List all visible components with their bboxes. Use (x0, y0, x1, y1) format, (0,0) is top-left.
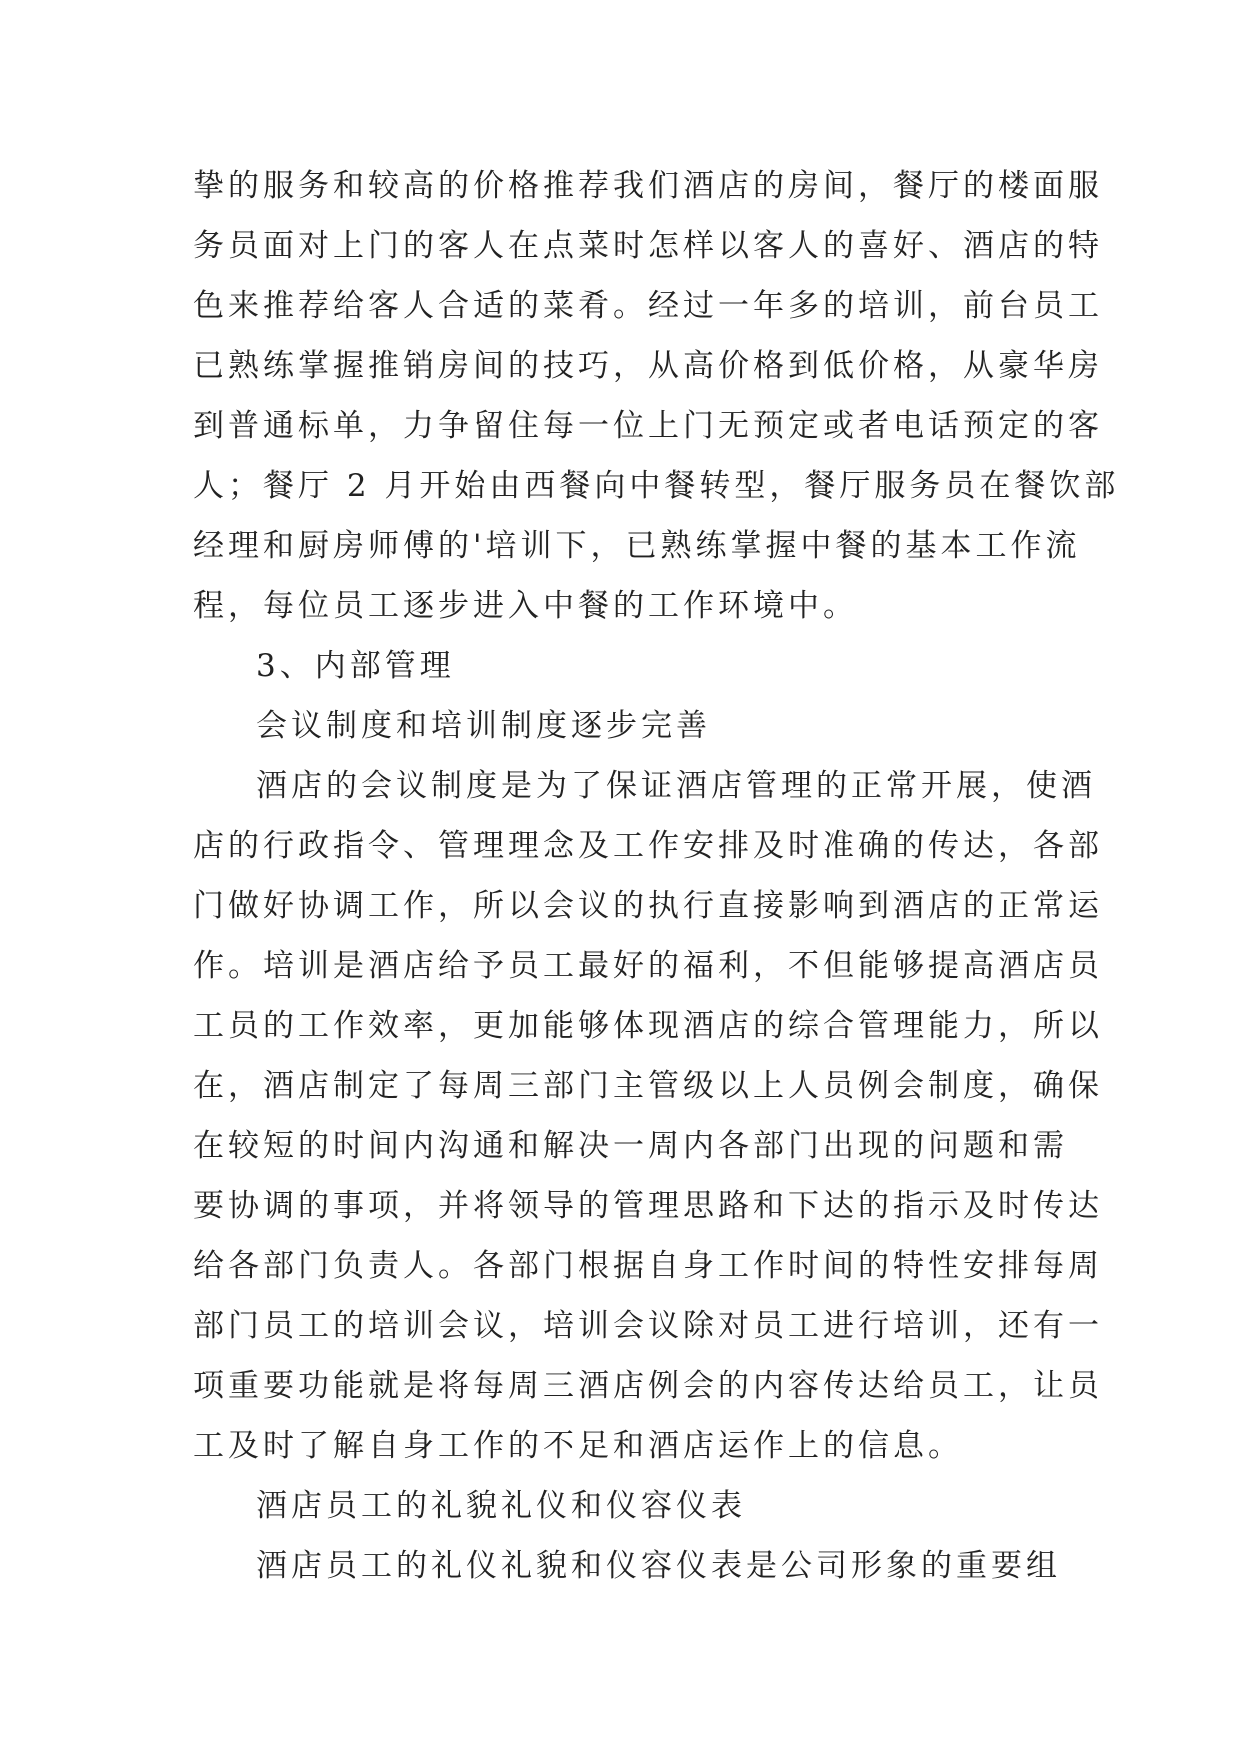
text-line: 工及时了解自身工作的不足和酒店运作上的信息。 (193, 1428, 963, 1464)
text-line: 要协调的事项，并将领导的管理思路和下达的指示及时传达 (193, 1188, 1103, 1224)
text-line: 挚的服务和较高的价格推荐我们酒店的房间，餐厅的楼面服 (193, 168, 1103, 204)
text-line: 作。培训是酒店给予员工最好的福利，不但能够提高酒店员 (193, 948, 1103, 984)
text-line: 酒店员工的礼仪礼貌和仪容仪表是公司形象的重要组 (256, 1548, 1061, 1584)
section-heading: 3、内部管理 (256, 648, 455, 684)
text-line: 在，酒店制定了每周三部门主管级以上人员例会制度，确保 (193, 1068, 1103, 1104)
text-line: 给各部门负责人。各部门根据自身工作时间的特性安排每周 (193, 1248, 1103, 1284)
text-line: 色来推荐给客人合适的菜肴。经过一年多的培训，前台员工 (193, 288, 1103, 324)
text-line: 已熟练掌握推销房间的技巧，从高价格到低价格，从豪华房 (193, 348, 1103, 384)
subsection-heading: 酒店员工的礼貌礼仪和仪容仪表 (256, 1488, 746, 1524)
subsection-heading: 会议制度和培训制度逐步完善 (256, 708, 711, 744)
text-line: 工员的工作效率，更加能够体现酒店的综合管理能力，所以 (193, 1008, 1103, 1044)
text-line: 人；餐厅 2 月开始由西餐向中餐转型，餐厅服务员在餐饮部 (193, 468, 1120, 504)
text-line: 门做好协调工作，所以会议的执行直接影响到酒店的正常运 (193, 888, 1103, 924)
text-line: 程，每位员工逐步进入中餐的工作环境中。 (193, 588, 858, 624)
text-line: 在较短的时间内沟通和解决一周内各部门出现的问题和需 (193, 1128, 1068, 1164)
text-line: 酒店的会议制度是为了保证酒店管理的正常开展，使酒 (256, 768, 1096, 804)
text-line: 部门员工的培训会议，培训会议除对员工进行培训，还有一 (193, 1308, 1103, 1344)
text-line: 到普通标单，力争留住每一位上门无预定或者电话预定的客 (193, 408, 1103, 444)
text-line: 经理和厨房师傅的'培训下，已熟练掌握中餐的基本工作流 (193, 528, 1081, 564)
text-line: 务员面对上门的客人在点菜时怎样以客人的喜好、酒店的特 (193, 228, 1103, 264)
text-line: 项重要功能就是将每周三酒店例会的内容传达给员工，让员 (193, 1368, 1103, 1404)
text-line: 店的行政指令、管理理念及工作安排及时准确的传达，各部 (193, 828, 1103, 864)
